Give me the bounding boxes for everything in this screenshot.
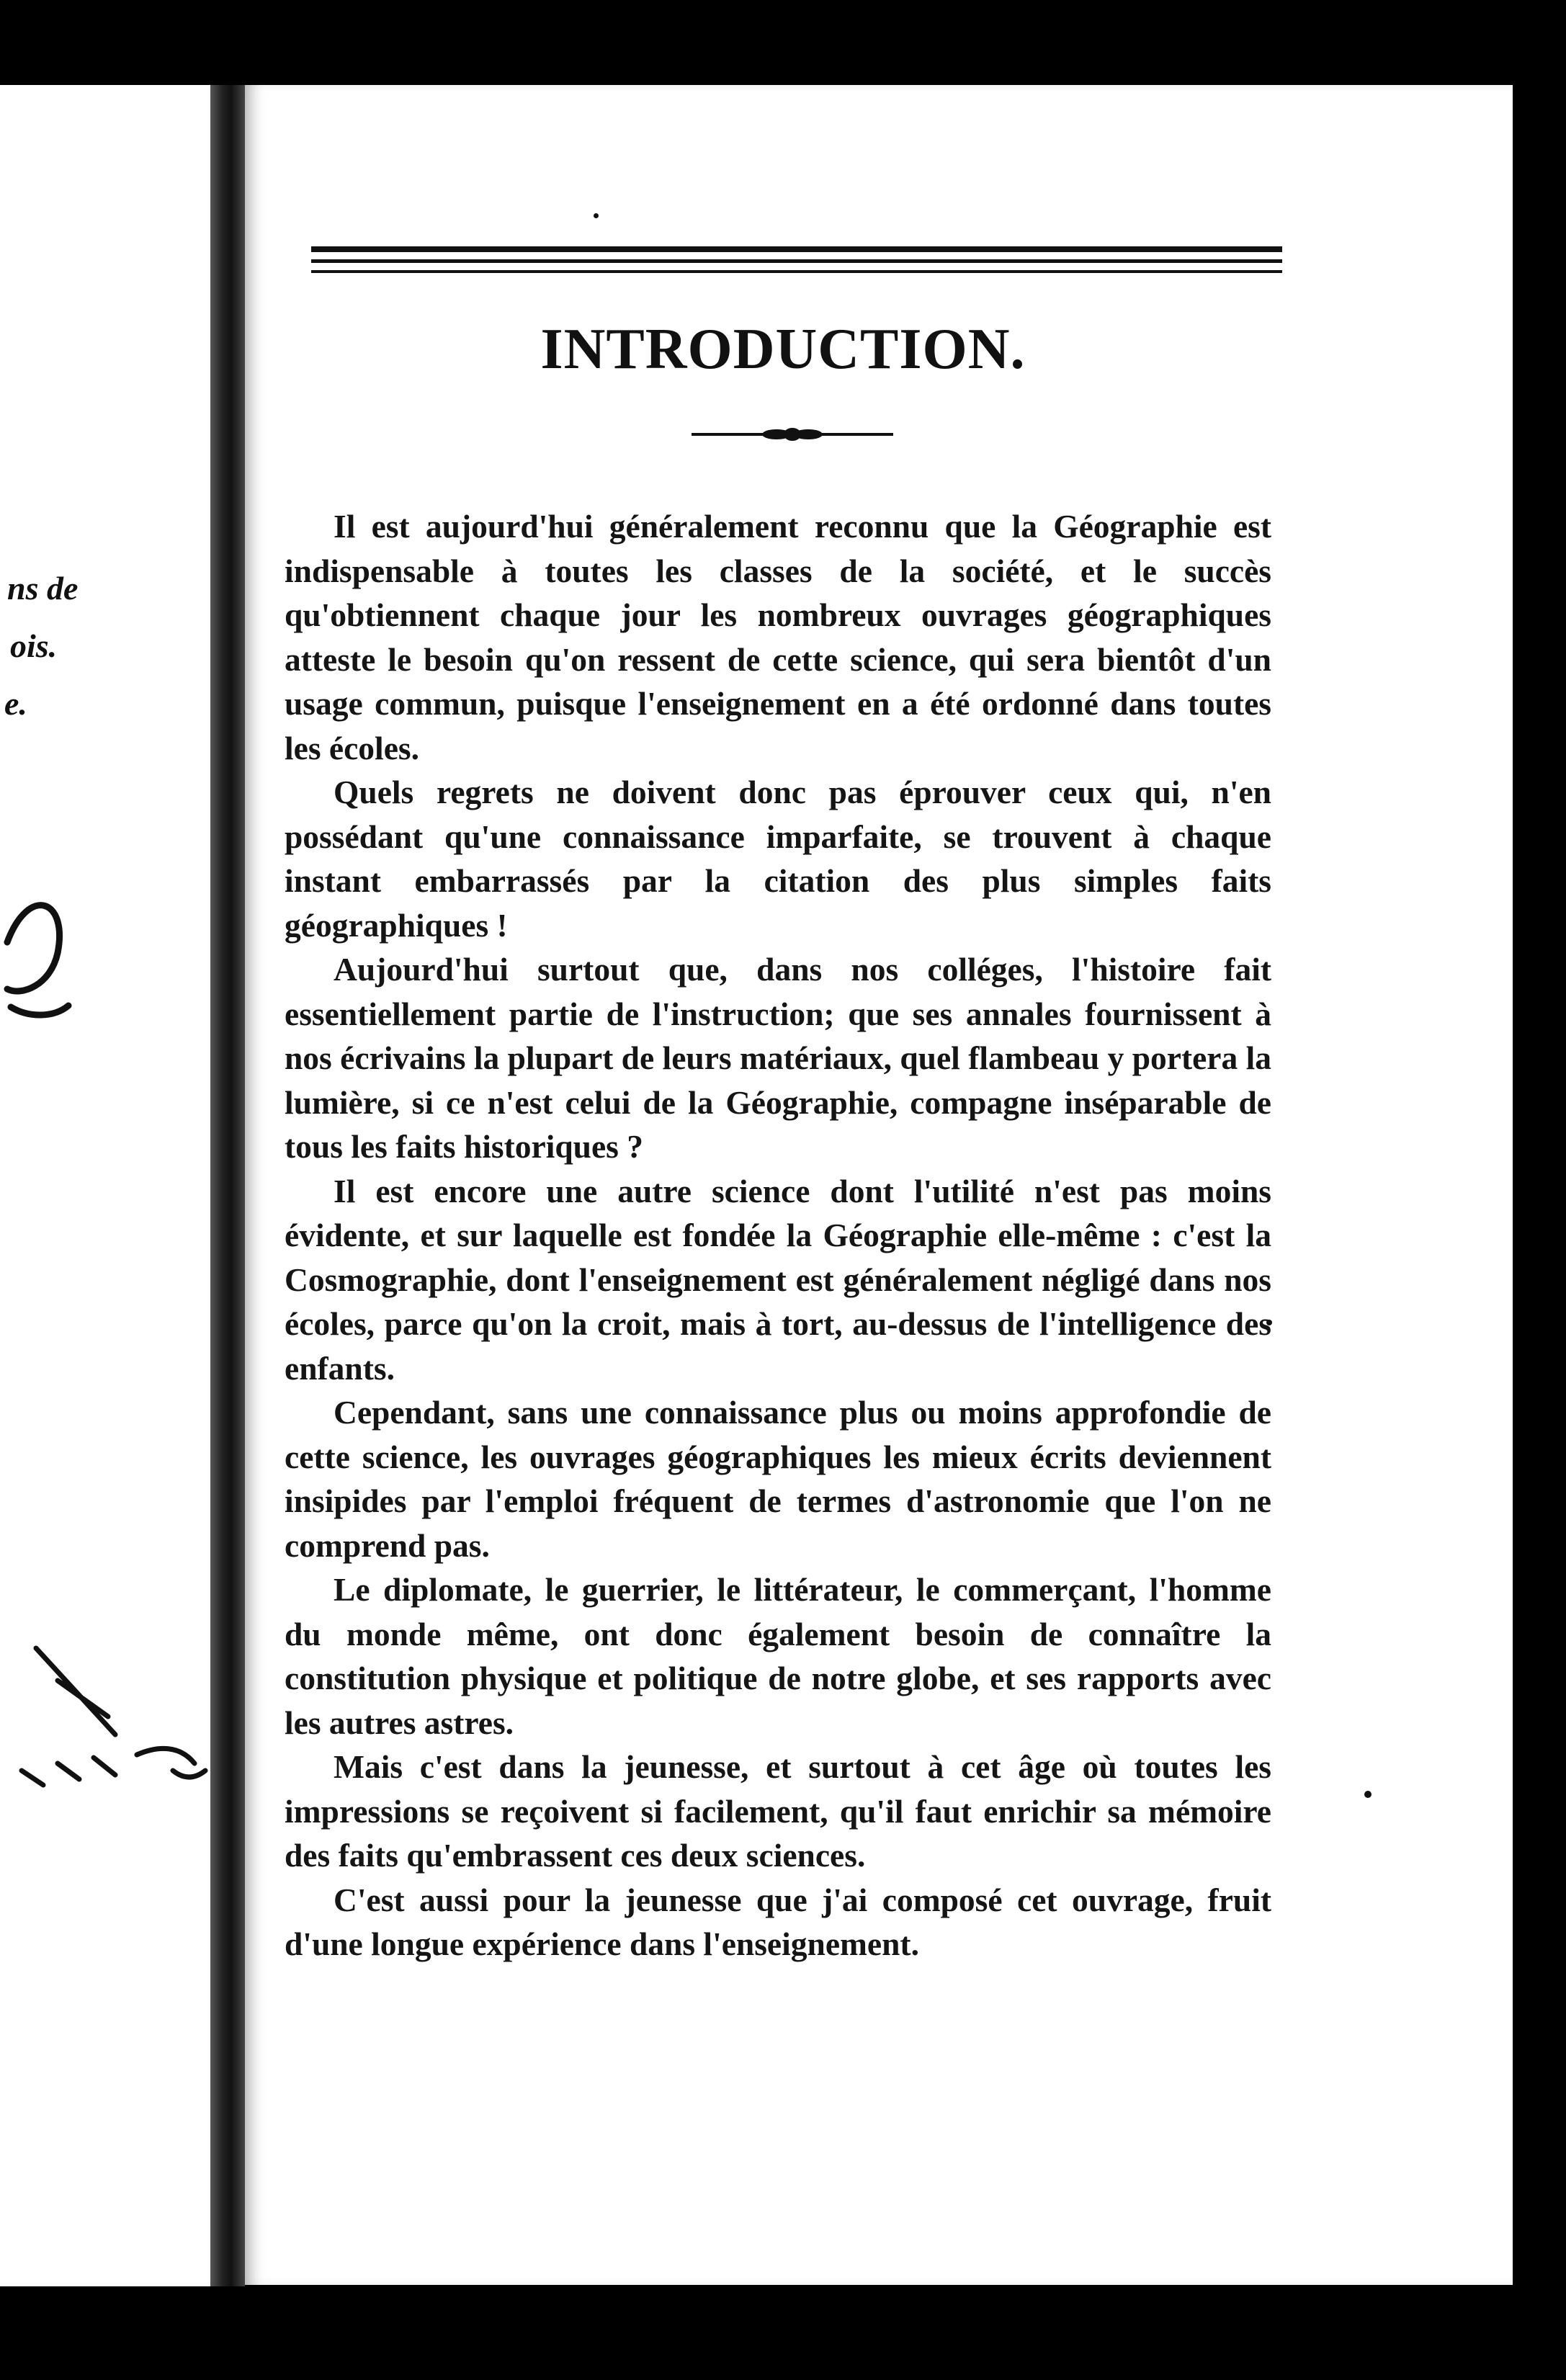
facing-page-fragment: e. <box>4 685 27 722</box>
paragraph: Aujourd'hui surtout que, dans nos colléges, l'histoire fait essentiellement partie de l'instruction; que ses annales fournissent à nos écrivains la plupart de leurs matériaux, quel flambeau y portera la lumière, si ce n'est celui de la Géographie, compagne inséparable de tous les faits historiques ? <box>285 951 1271 1165</box>
handwritten-mark <box>0 834 86 1050</box>
paragraph: Le diplomate, le guerrier, le littérateur, le commerçant, l'homme du monde même, ont donc également besoin de connaître la constitution physique et politique de notre globe, et ses rapports avec les autres astres. <box>285 1571 1271 1741</box>
body-text <box>285 504 1271 1967</box>
facing-page-fragment: ns de <box>7 570 79 607</box>
paragraph: Quels regrets ne doivent donc pas éprouver ceux qui, n'en possédant qu'une connaissance imparfaite, se trouvent à chaque instant embarrassés par la citation des plus simples faits géographiques ! <box>285 774 1271 944</box>
paragraph: Cependant, sans une connaissance plus ou moins approfondie de cette science, les ouvrages géographiques les mieux écrits deviennent insipides par l'emploi fréquent de termes d'astronomie que l'on ne comprend pas. <box>285 1394 1271 1564</box>
facing-page-left <box>0 85 210 2286</box>
paragraph: Il est encore une autre science dont l'utilité n'est pas moins évidente, et sur laquelle est fondée la Géographie elle-même : c'est la Cosmographie, dont l'enseignement est généralement négligé dans nos écoles, parce qu'on la croit, mais à tort, au-dessus de l'intelligence des enfants. <box>285 1172 1271 1387</box>
book-gutter <box>210 85 245 2286</box>
paragraph: C'est aussi pour la jeunesse que j'ai composé cet ouvrage, fruit d'une longue expérience dans l'enseignement. <box>285 1881 1271 1962</box>
speck <box>1364 1791 1372 1798</box>
top-rule-thin <box>311 270 1282 273</box>
top-rule-thin <box>311 259 1282 263</box>
paragraph: Mais c'est dans la jeunesse, et surtout à cet âge où toutes les impressions se reçoivent si facilement, qu'il faut enrichir sa mémoire des faits qu'embrassent ces deux sciences. <box>285 1748 1271 1874</box>
top-rule-thick <box>311 246 1282 252</box>
ornament-divider <box>692 424 893 445</box>
facing-page-fragment: ois. <box>10 627 58 664</box>
paragraph: Il est aujourd'hui généralement reconnu que la Géographie est indispensable à toutes les classes de la société, et le succès qu'obtiennent chaque jour les nombreux ouvrages géographiques atteste le besoin qu'on ressent de cette science, qui sera bientôt d'un usage commun, puisque l'enseignement en a été ordonné dans toutes les écoles. <box>285 508 1271 766</box>
chapter-title: INTRODUCTION. <box>540 318 1026 381</box>
speck <box>594 213 599 218</box>
handwritten-mark <box>0 1591 210 1807</box>
